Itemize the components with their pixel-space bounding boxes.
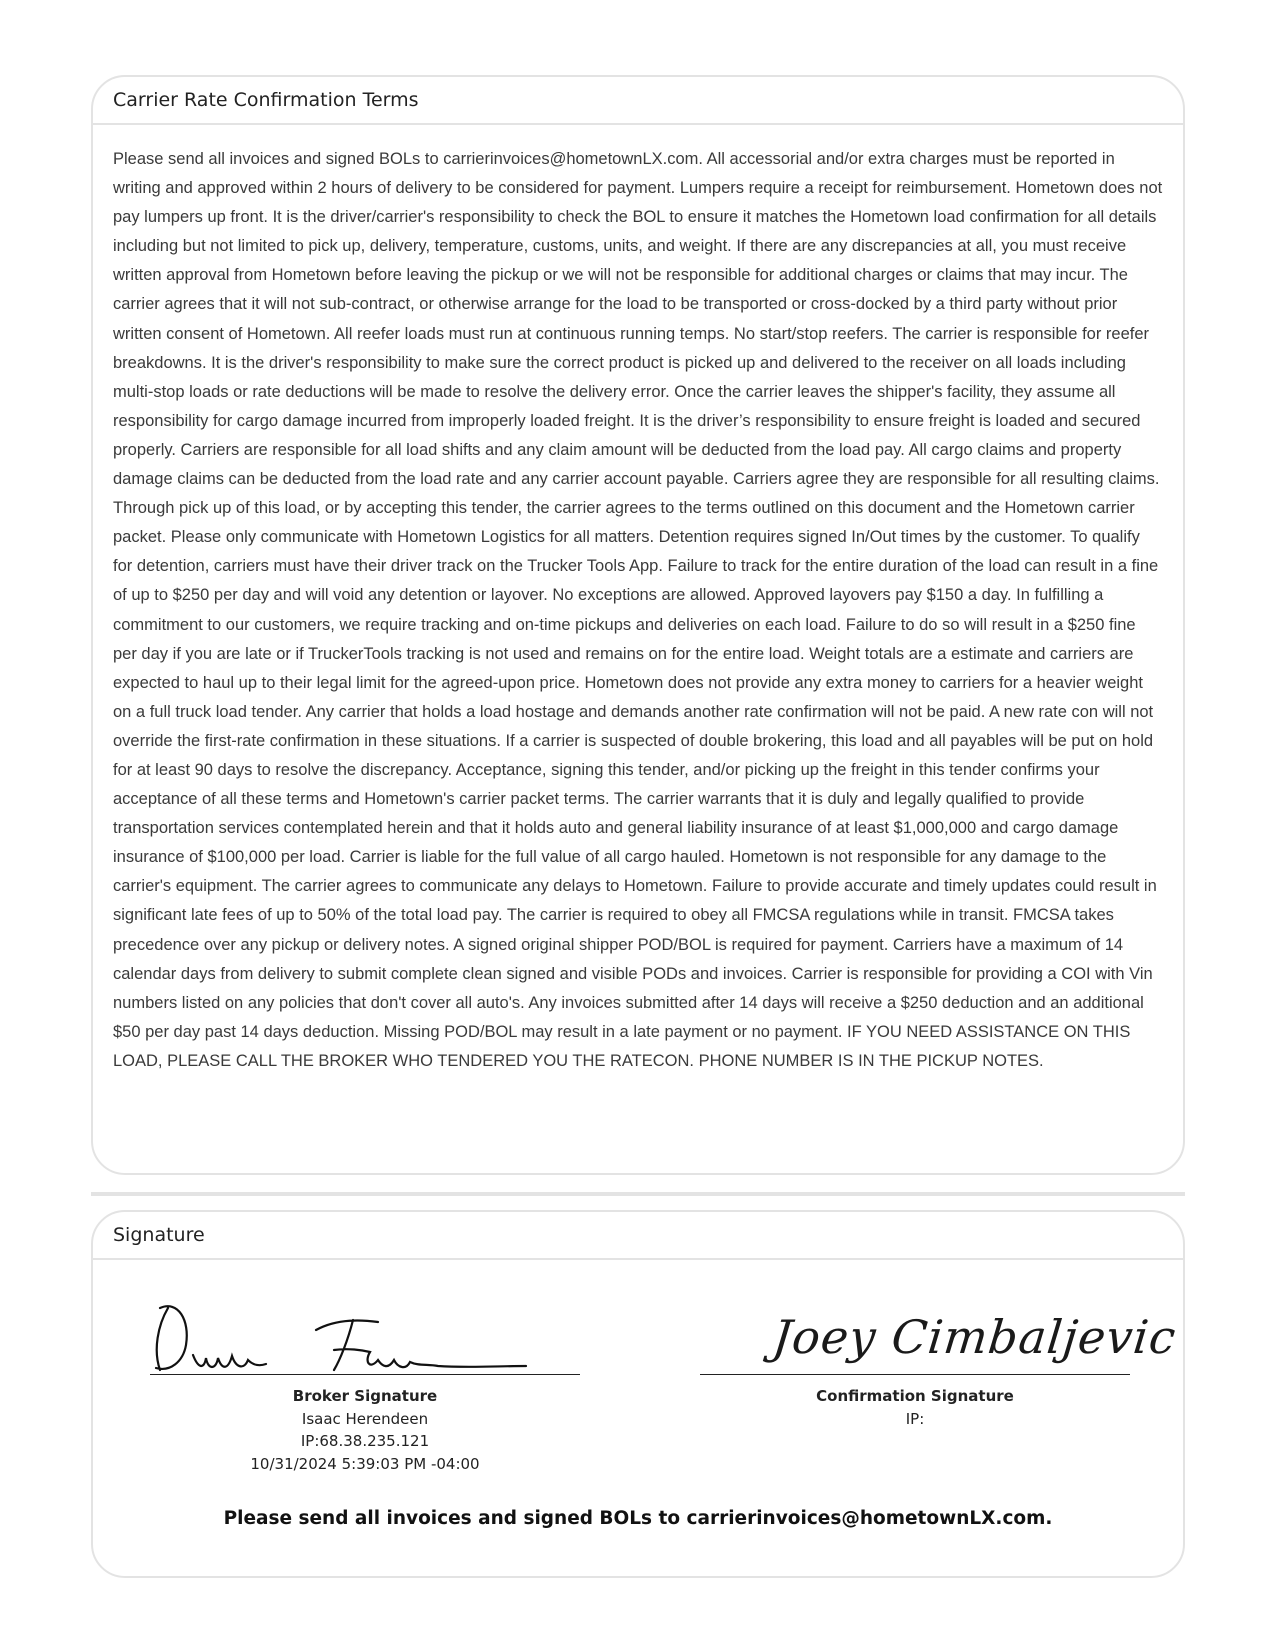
broker-signature-line <box>150 1374 580 1375</box>
signature-card <box>91 1210 1185 1578</box>
broker-signature-label: Broker Signature <box>292 1387 438 1405</box>
terms-card <box>91 75 1185 1175</box>
signature-title: Signature <box>93 1212 1183 1260</box>
section-divider <box>91 1192 1185 1196</box>
terms-body: Please send all invoices and signed BOLs to carrierinvoices@hometownLX.com. All accessorial and/or extra charges must be reported in writing and approved within 2 hours of delivery to be considered for payment. Lumpers require a receipt for reimbursement. Hometown does not pay lumpers up front. It is the driver/carrier's responsibility to check the BOL to ensure it matches the Hometown load confirmation for all details including but not limited to pick up, delivery, temperature, customs, units, and weight. If there are any discrepancies at all, you must receive written approval from Hometown before leaving the pickup or we will not be responsible for additional charges or claims that may incur. The carrier agrees that it will not sub-contract, or otherwise arrange for the load to be transported or cross-docked by a third party without prior written consent of Hometown. All reefer loads must run at continuous running temps. No start/stop reefers. The carrier is responsible for reefer breakdowns. It is the driver's responsibility to make sure the correct product is picked up and delivered to the receiver on all loads including multi-stop loads or rate deductions will be made to resolve the delivery error. Once the carrier leaves the shipper's facility, they assume all responsibility for cargo damage incurred from improperly loaded freight. It is the driver’s responsibility to ensure freight is loaded and secured properly. Carriers are responsible for all load shifts and any claim amount will be deducted from the load pay. All cargo claims and property damage claims can be deducted from the load rate and any carrier account payable. Carriers agree they are responsible for all resulting claims. Through pick up of this load, or by accepting this tender, the carrier agrees to the terms outlined on this document and the Hometown carrier packet. Please only communicate with Hometown Logistics for all matters. Detention requires signed In/Out times by the customer. To qualify for detention, carriers must have their driver track on the Trucker Tools App. Failure to track for the entire duration of the load can result in a fine of up to $250 per day and will void any detention or layover. No exceptions are allowed. Approved layovers pay $150 a day. In fulfilling a commitment to our customers, we require tracking and on-time pickups and deliveries on each load. Failure to do so will result in a $250 fine per day if you are late or if TruckerTools tracking is not used and remains on for the entire load. Weight totals are a estimate and carriers are expected to haul up to their legal limit for the agreed-upon price. Hometown does not provide any extra money to carriers for a heavier weight on a full truck load tender. Any carrier that holds a load hostage and demands another rate confirmation will not be paid. A new rate con will not override the first-rate confirmation in these situations. If a carrier is suspected of double brokering, this load and all payables will be put on hold for at least 90 days to resolve the discrepancy. Acceptance, signing this tender, and/or picking up the freight in this tender confirms your acceptance of all these terms and Hometown's carrier packet terms. The carrier warrants that it is duly and legally qualified to provide transportation services contemplated herein and that it holds auto and general liability insurance of at least $1,000,000 and cargo damage insurance of $100,000 per load. Carrier is liable for the full value of all cargo hauled. Hometown is not responsible for any damage to the carrier's equipment. The carrier agrees to communicate any delays to Hometown. Failure to provide accurate and timely updates could result in significant late fees of up to 50% of the total load pay. The carrier is required to obey all FMCSA regulations while in transit. FMCSA takes precedence over any pickup or delivery notes. A signed original shipper POD/BOL is required for payment. Carriers have a maximum of 14 calendar days from delivery to submit complete clean signed and visible PODs and invoices. Carrier is responsible for providing a COI with Vin numbers listed on any policies that don't cover all auto's. Any invoices submitted after 14 days will receive a $250 deduction and an additional $50 per day past 14 days deduction. Missing POD/BOL may result in a late payment or no payment. IF YOU NEED ASSISTANCE ON THIS LOAD, PLEASE CALL THE BROKER WHO TENDERED YOU THE RATECON. PHONE NUMBER IS IN THE PICKUP NOTES. <box>113 150 1163 1070</box>
terms-title: Carrier Rate Confirmation Terms <box>93 77 1183 125</box>
signature-area <box>93 1260 1183 1578</box>
broker-ip: IP:68.38.235.121 <box>300 1432 430 1450</box>
broker-signature-block <box>150 1385 580 1475</box>
broker-timestamp: 10/31/2024 5:39:03 PM -04:00 <box>250 1454 480 1473</box>
confirmation-signature-line <box>700 1374 1130 1375</box>
confirmation-signature-label: Confirmation Signature <box>816 1387 1014 1405</box>
confirmation-typed-signature: Joey Cimbaljevic <box>770 1310 1179 1364</box>
invoice-instructions-note: Please send all invoices and signed BOLs to carrierinvoices@hometownLX.com. <box>223 1508 1053 1529</box>
confirmation-ip: IP: <box>905 1409 925 1428</box>
confirmation-signature-block <box>700 1385 1130 1430</box>
broker-name: Isaac Herendeen <box>301 1409 429 1428</box>
broker-handwritten-signature <box>148 1300 528 1380</box>
